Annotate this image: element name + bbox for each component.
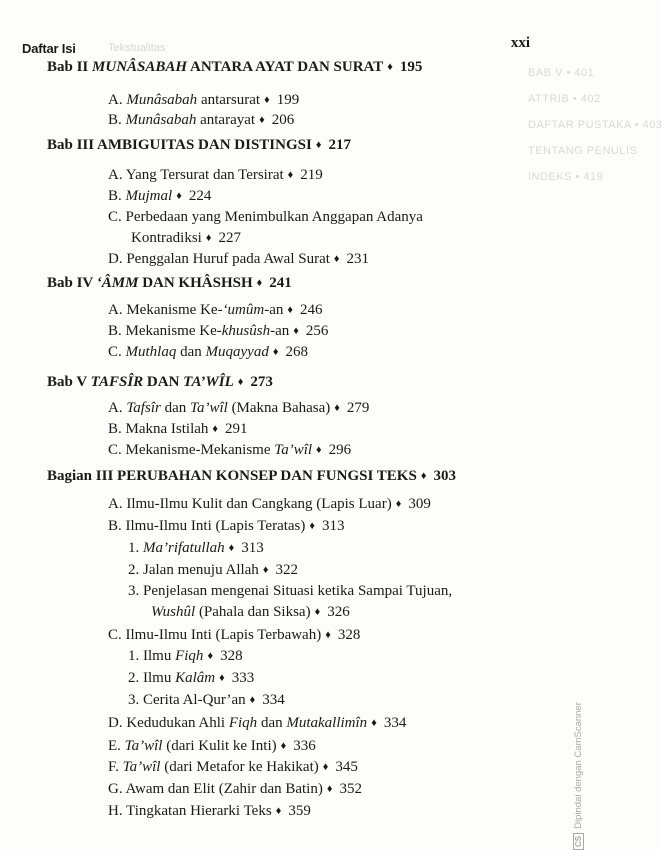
toc-page-number: 199 — [276, 92, 300, 108]
toc-page-number: 268 — [285, 344, 308, 360]
toc-item-label: 1. — [128, 540, 140, 556]
toc-item-label: B. — [108, 518, 122, 534]
chapter-title-italic: TAFSÎR — [90, 374, 144, 390]
toc-item-text: -an — [264, 302, 284, 318]
toc-subitem — [128, 538, 264, 558]
bleed-line: TENTANG PENULIS — [528, 145, 638, 157]
diamond-bullet-icon: ♦ — [205, 232, 212, 244]
toc-page-number: 334 — [262, 692, 285, 708]
diamond-bullet-icon: ♦ — [249, 694, 256, 706]
toc-page-number: 206 — [271, 112, 295, 128]
bleed-through-text — [528, 60, 662, 190]
diamond-bullet-icon: ♦ — [314, 606, 321, 618]
chapter-heading — [47, 135, 351, 155]
chapter-title: ANTARA AYAT DAN SURAT — [190, 59, 384, 75]
toc-item-label: A. — [108, 167, 123, 183]
toc-item — [108, 398, 369, 418]
diamond-bullet-icon: ♦ — [256, 277, 263, 289]
toc-page-number: 217 — [328, 137, 351, 153]
toc-item — [108, 625, 360, 645]
toc-page-number: 345 — [335, 759, 358, 775]
toc-item-text: ‘umûm — [222, 302, 265, 318]
toc-page-number: 246 — [300, 302, 323, 318]
toc-item-text: Ilmu — [143, 670, 172, 686]
toc-item-text: Yang Tersurat dan Tersirat — [125, 167, 284, 183]
diamond-bullet-icon: ♦ — [228, 542, 235, 554]
toc-item-text: -an — [270, 323, 290, 339]
toc-item-label: A. — [108, 496, 123, 512]
toc-item-text: Wushûl — [151, 604, 196, 620]
toc-subitem — [128, 646, 243, 666]
toc-page-number: 313 — [322, 518, 345, 534]
toc-item-label: 1. — [128, 648, 140, 664]
diamond-bullet-icon: ♦ — [420, 470, 427, 482]
toc-item-label: 2. — [128, 562, 140, 578]
diamond-bullet-icon: ♦ — [322, 761, 329, 773]
toc-page-number: 241 — [269, 275, 292, 291]
toc-item-text: antarayat — [200, 112, 256, 128]
toc-page-number: 303 — [433, 468, 456, 484]
diamond-bullet-icon: ♦ — [326, 783, 333, 795]
toc-subitem — [128, 581, 452, 601]
toc-page-number: 352 — [339, 781, 362, 797]
toc-item-text: (Makna Bahasa) — [231, 400, 331, 416]
diamond-bullet-icon: ♦ — [219, 672, 225, 684]
scanner-watermark — [573, 702, 584, 850]
toc-item-text: Mutakallimîn — [286, 715, 368, 731]
toc-page-number: 224 — [188, 188, 212, 204]
toc-item-text: Perbedaan yang Menimbulkan Anggapan Adanya — [125, 209, 423, 225]
diamond-bullet-icon: ♦ — [207, 650, 214, 662]
toc-item-text: Fiqh — [175, 648, 204, 664]
chapter-number: Bagian III — [47, 468, 114, 484]
chapter-heading — [47, 273, 292, 293]
toc-page-number: 296 — [328, 442, 352, 458]
toc-item-text: (dari Kulit ke Inti) — [166, 738, 277, 754]
chapter-title-italic: ‘ÂMM — [96, 275, 139, 291]
toc-item-label: B. — [108, 421, 122, 437]
chapter-title: DAN KHÂSHSH — [142, 275, 253, 291]
chapter-number: Bab II — [47, 59, 89, 75]
toc-item-label: C. — [108, 209, 122, 225]
chapter-number: Bab V — [47, 374, 87, 390]
diamond-bullet-icon: ♦ — [212, 423, 219, 435]
diamond-bullet-icon: ♦ — [280, 740, 287, 752]
toc-item-text: Kontradiksi — [131, 230, 202, 246]
toc-item-label: F. — [108, 759, 119, 775]
toc-page-number: 231 — [346, 251, 370, 267]
toc-item-text: dan — [164, 400, 187, 416]
chapter-title: DAN — [146, 374, 180, 390]
toc-page-number: 359 — [288, 803, 311, 819]
diamond-bullet-icon: ♦ — [315, 139, 322, 151]
toc-item-text: Ilmu-Ilmu Kulit dan Cangkang (Lapis Luar) — [126, 496, 392, 512]
toc-item-text: khusûsh — [221, 323, 271, 339]
toc-item-text: Ilmu-Ilmu Inti (Lapis Terbawah) — [125, 627, 322, 643]
chapter-title: AMBIGUITAS DAN DISTINGSI — [97, 137, 312, 153]
page-number: xxi — [510, 35, 530, 51]
toc-item — [108, 90, 299, 110]
toc-item-label: D. — [108, 715, 123, 731]
toc-item — [108, 300, 323, 320]
toc-item — [108, 757, 358, 777]
toc-item-text: Cerita Al-Qur’an — [143, 692, 246, 708]
camscanner-logo: CS — [573, 833, 584, 850]
toc-page-number: 334 — [383, 715, 407, 731]
running-header-section: Daftar Isi — [22, 41, 76, 56]
diamond-bullet-icon: ♦ — [309, 520, 316, 532]
toc-item-label: B. — [108, 112, 122, 128]
toc-item-label: B. — [108, 188, 122, 204]
toc-item-label: E. — [108, 738, 121, 754]
toc-item-text: Ilmu — [143, 648, 172, 664]
bleed-line: BAB V • 401 — [528, 67, 595, 79]
diamond-bullet-icon: ♦ — [272, 346, 279, 358]
diamond-bullet-icon: ♦ — [334, 402, 340, 414]
chapter-heading — [47, 57, 422, 77]
toc-item-label: H. — [108, 803, 123, 819]
diamond-bullet-icon: ♦ — [387, 61, 393, 73]
toc-item-label: 2. — [128, 670, 140, 686]
toc-item — [108, 779, 362, 799]
chapter-title-italic: TA’WÎL — [183, 374, 234, 390]
bleed-line: DAFTAR PUSTAKA • 403 — [528, 119, 662, 131]
diamond-bullet-icon: ♦ — [371, 717, 377, 729]
diamond-bullet-icon: ♦ — [262, 564, 269, 576]
toc-item-text: Muthlaq — [125, 344, 177, 360]
toc-item-text: antarsurat — [200, 92, 261, 108]
toc-item-text: Munâsabah — [125, 112, 197, 128]
toc-item-text: Penggalan Huruf pada Awal Surat — [126, 251, 330, 267]
toc-item-text: Kalâm — [175, 670, 216, 686]
chapter-number: Bab III — [47, 137, 95, 153]
toc-page-number: 333 — [231, 670, 255, 686]
chapter-number: Bab IV — [47, 275, 93, 291]
toc-item — [108, 801, 311, 821]
toc-item-label: A. — [108, 92, 123, 108]
toc-item — [108, 110, 294, 130]
toc-item-label: A. — [108, 400, 123, 416]
toc-item-text: Tingkatan Hierarki Teks — [126, 803, 272, 819]
toc-item-label: B. — [108, 323, 122, 339]
toc-item — [108, 419, 248, 439]
toc-item-label: G. — [108, 781, 123, 797]
toc-item — [108, 516, 345, 536]
toc-item-text: Ta’wîl — [190, 400, 228, 416]
toc-page-number: 227 — [218, 230, 241, 246]
toc-item-text: Ta’wîl — [274, 442, 313, 458]
toc-item-text: Ta’wîl — [122, 759, 161, 775]
diamond-bullet-icon: ♦ — [176, 190, 182, 202]
diamond-bullet-icon: ♦ — [259, 114, 265, 126]
toc-item-text: Awam dan Elit (Zahir dan Batin) — [125, 781, 323, 797]
toc-item-text: Muqayyad — [205, 344, 269, 360]
toc-item — [108, 186, 211, 206]
toc-item-text: Mekanisme-Mekanisme — [125, 442, 271, 458]
diamond-bullet-icon: ♦ — [333, 253, 340, 265]
watermark-text: Dipindai dengan CamScanner — [573, 702, 584, 829]
toc-item — [108, 736, 316, 756]
chapter-heading — [47, 372, 273, 392]
toc-item — [108, 342, 308, 362]
toc-item — [108, 440, 351, 460]
toc-item-text: Kedudukan Ahli — [126, 715, 226, 731]
toc-page-number: 219 — [300, 167, 323, 183]
bleed-line: ATTRIB • 402 — [528, 93, 601, 105]
diamond-bullet-icon: ♦ — [325, 629, 331, 641]
toc-page-number: 336 — [293, 738, 316, 754]
toc-item-text: Fiqh — [228, 715, 258, 731]
diamond-bullet-icon: ♦ — [287, 169, 294, 181]
toc-item-text: Tafsîr — [126, 400, 161, 416]
diamond-bullet-icon: ♦ — [264, 94, 270, 106]
toc-item-label: C. — [108, 344, 122, 360]
bleed-through-fragment: Tekstualitas — [108, 42, 166, 54]
toc-item-continuation — [151, 602, 350, 622]
toc-item-continuation — [131, 228, 241, 248]
toc-item-label: 3. — [128, 692, 140, 708]
chapter-title-italic: MUNÂSABAH — [92, 59, 188, 75]
toc-item — [108, 494, 431, 514]
toc-item-text: Jalan menuju Allah — [143, 562, 259, 578]
toc-page-number: 195 — [399, 59, 423, 75]
diamond-bullet-icon: ♦ — [316, 444, 322, 456]
toc-item-label: C. — [108, 442, 122, 458]
toc-page-number: 328 — [220, 648, 243, 664]
toc-item-text: dan — [180, 344, 202, 360]
diamond-bullet-icon: ♦ — [287, 304, 294, 316]
toc-page-number: 313 — [241, 540, 264, 556]
toc-item-text: Mekanisme Ke- — [125, 323, 222, 339]
toc-page-number: 326 — [327, 604, 350, 620]
toc-item-text: Makna Istilah — [125, 421, 209, 437]
diamond-bullet-icon: ♦ — [275, 805, 282, 817]
toc-subitem — [128, 668, 254, 688]
toc-page-number: 328 — [337, 627, 361, 643]
toc-item-text: Mekanisme Ke- — [126, 302, 223, 318]
toc-item-label: C. — [108, 627, 122, 643]
toc-item-text: Munâsabah — [126, 92, 198, 108]
toc-item-text: Ma’rifatullah — [143, 540, 225, 556]
toc-subitem — [128, 560, 298, 580]
toc-item-text: Penjelasan mengenai Situasi ketika Sampai Tujuan, — [143, 583, 453, 599]
toc-item-text: Ilmu-Ilmu Inti (Lapis Teratas) — [125, 518, 306, 534]
toc-item-text: (Pahala dan Siksa) — [198, 604, 311, 620]
diamond-bullet-icon: ♦ — [237, 376, 244, 388]
toc-page-number: 279 — [346, 400, 370, 416]
toc-item-text: Mujmal — [125, 188, 173, 204]
toc-page-number: 309 — [408, 496, 431, 512]
toc-item — [108, 713, 406, 733]
chapter-title: PERUBAHAN KONSEP DAN FUNGSI TEKS — [117, 468, 417, 484]
toc-item — [108, 321, 328, 341]
toc-page-number: 256 — [305, 323, 329, 339]
toc-page-number: 273 — [250, 374, 273, 390]
toc-item — [108, 249, 369, 269]
bleed-line: INDEKS • 419 — [528, 171, 604, 183]
diamond-bullet-icon: ♦ — [293, 325, 299, 337]
chapter-heading — [47, 466, 456, 486]
toc-item-label: 3. — [128, 583, 140, 599]
toc-subitem — [128, 690, 285, 710]
toc-item-text: (dari Metafor ke Hakikat) — [164, 759, 319, 775]
toc-item-label: A. — [108, 302, 123, 318]
toc-item-text: dan — [260, 715, 283, 731]
toc-item — [108, 165, 323, 185]
diamond-bullet-icon: ♦ — [395, 498, 402, 510]
toc-page-number: 291 — [225, 421, 248, 437]
toc-item — [108, 207, 423, 227]
toc-item-label: D. — [108, 251, 123, 267]
toc-page-number: 322 — [275, 562, 298, 578]
toc-item-text: Ta’wîl — [124, 738, 163, 754]
